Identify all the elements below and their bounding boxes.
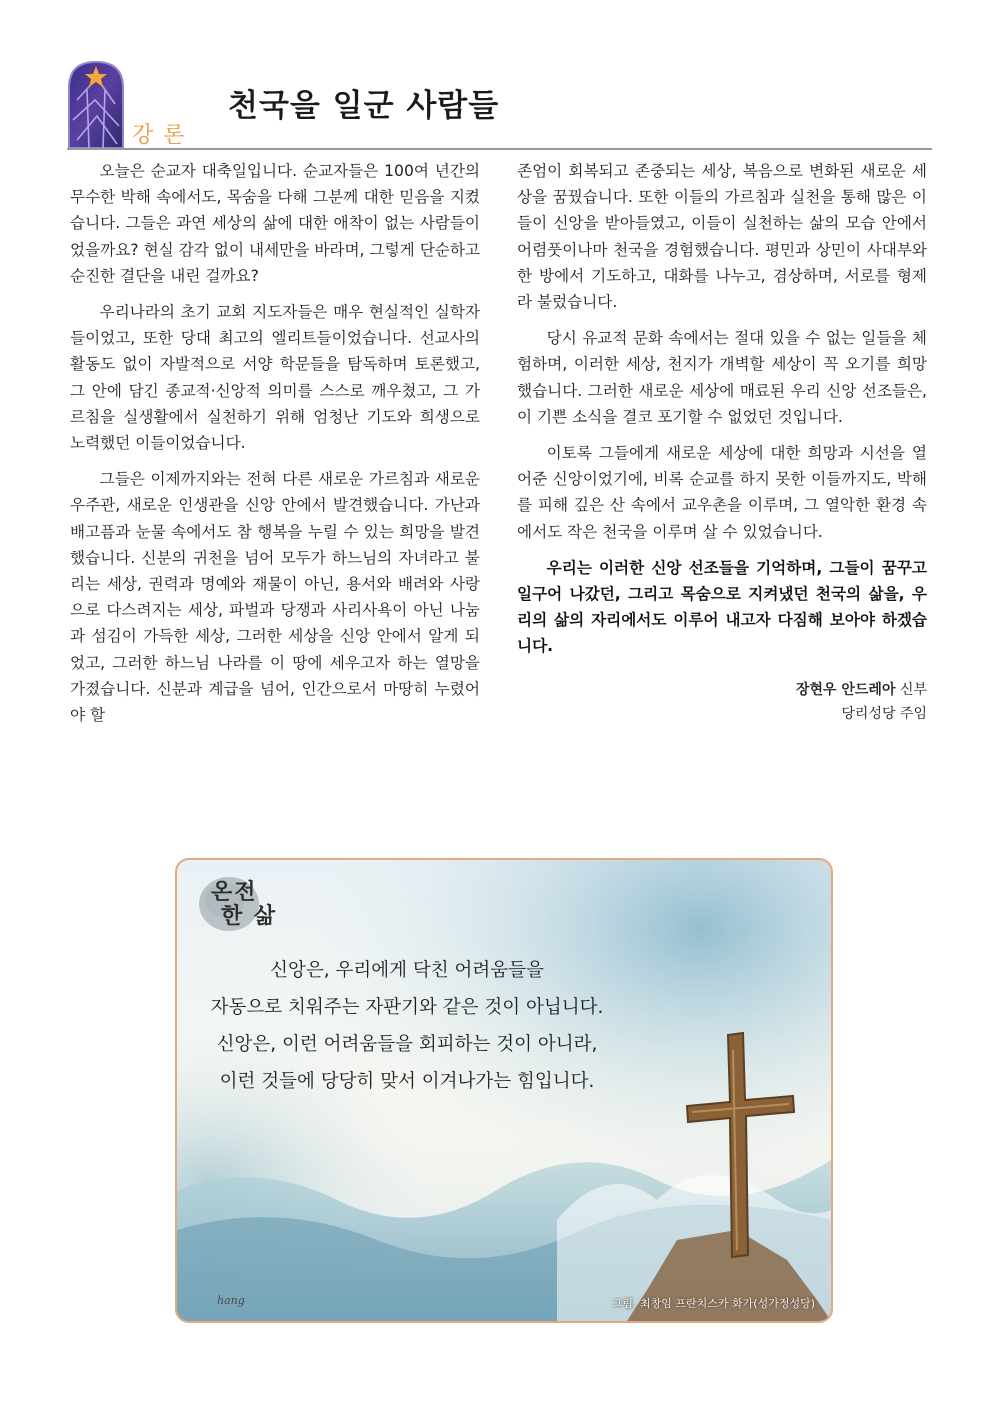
artist-signature: hang xyxy=(217,1294,245,1307)
quote-card xyxy=(175,858,833,1323)
author-signature xyxy=(517,678,927,726)
author-title: 신부 xyxy=(899,681,927,698)
quote-text xyxy=(207,952,607,1100)
article-paragraph: 이토록 그들에게 새로운 세상에 대한 희망과 시선을 열어준 신앙이었기에, 비록 순교를 하지 못한 이들까지도, 박해를 피해 깊은 산 속에서 교우촌을 이루며, 그 열악한 환경 속에서도 작은 천국을 이루며 살 수 있었습니다. xyxy=(517,444,927,541)
header-divider xyxy=(67,148,932,150)
stamp-text-line: 온전 xyxy=(211,879,258,905)
quote-line: 이런 것들에 당당히 맞서 이겨나가는 힘입니다. xyxy=(219,1071,595,1092)
section-label: 강론 xyxy=(132,123,195,148)
stamp-title xyxy=(211,880,277,928)
article-paragraph: 그들은 이제까지와는 전혀 다른 새로운 가르침과 새로운 우주관, 새로운 인생관을 신앙 안에서 발견했습니다. 가난과 배고픔과 눈물 속에서도 참 행복을 누릴 수 있는 희망을 발견했습니다. 신분의 귀천을 넘어 모두가 하느님의 자녀라고 불리는 세상, 권력과 명예와 재물이 아닌, 용서와 배려와 사랑으로 다스려지는 세상, 파벌과 당쟁과 사리사욕이 아닌 나눔과 섬김이 가득한 세상, 그러한 세상을 신앙 안에서 알게 되었고, 그러한 하느님 나라를 이 땅에 세우고자 하는 열망을 가졌습니다. 신분과 계급을 넘어, 인간으로서 마땅히 누렸어야 할 xyxy=(70,470,480,725)
closing-paragraph: 우리는 이러한 신앙 선조들을 기억하며, 그들이 꿈꾸고 일구어 나갔던, 그리고 목숨으로 지켜냈던 천국의 삶을, 우리의 삶의 자리에서도 이루어 내고자 다짐해 보아야 하겠습니다. xyxy=(517,558,927,656)
article-left-column xyxy=(70,158,480,738)
article-paragraph: 오늘은 순교자 대축일입니다. 순교자들은 100여 년간의 무수한 박해 속에서도, 목숨을 다해 그분께 대한 믿음을 지켰습니다. 그들은 과연 세상의 삶에 대한 애착이 없는 사람들이었을까요? 현실 감각 없이 내세만을 바라며, 그렇게 단순하고 순진한 결단을 내린 걸까요? xyxy=(70,162,480,285)
article-paragraph: 우리나라의 초기 교회 지도자들은 매우 현실적인 실학자들이었고, 또한 당대 최고의 엘리트들이었습니다. 선교사의 활동도 없이 자발적으로 서양 학문들을 탐독하며 토론했고, 그 안에 담긴 종교적·신앙적 의미를 스스로 깨우쳤고, 그 가르침을 실생활에서 실천하기 위해 엄청난 기도와 희생으로 노력했던 이들이었습니다. xyxy=(70,303,480,453)
illustration-credit: 그림. 최창임 프란치스카 화가(성가정성당) xyxy=(611,1297,815,1310)
article-paragraph-continued: 존엄이 회복되고 존중되는 세상, 복음으로 변화된 새로운 세상을 꿈꿨습니다. 또한 이들의 가르침과 실천을 통해 많은 이들이 신앙을 받아들였고, 이들이 실천하는 삶의 모습 안에서 어렴풋이나마 천국을 경험했습니다. 평민과 상민이 사대부와 한 방에서 기도하고, 대화를 나누고, 겸상하며, 서로를 형제라 불렀습니다. xyxy=(517,162,927,312)
article-right-column xyxy=(517,158,927,726)
quote-line: 신앙은, 우리에게 닥친 어려움들을 xyxy=(270,960,544,981)
stamp-text-line: 한 삶 xyxy=(221,903,278,929)
quote-line: 자동으로 치워주는 자판기와 같은 것이 아닙니다. xyxy=(210,997,604,1018)
quote-line: 신앙은, 이런 어려움들을 회피하는 것이 아니라, xyxy=(216,1034,598,1055)
author-name: 장현우 안드레아 xyxy=(795,681,896,698)
stained-glass-logo-icon xyxy=(67,60,125,148)
article-paragraph: 당시 유교적 문화 속에서는 절대 있을 수 없는 일들을 체험하며, 이러한 세상, 천지가 개벽할 세상이 꼭 오기를 희망했습니다. 그러한 새로운 세상에 매료된 우리 신앙 선조들은, 이 기쁜 소식을 결코 포기할 수 없었던 것입니다. xyxy=(517,329,927,426)
page-title: 천국을 일군 사람들 xyxy=(228,88,500,124)
author-parish: 당리성당 주임 xyxy=(841,705,927,722)
